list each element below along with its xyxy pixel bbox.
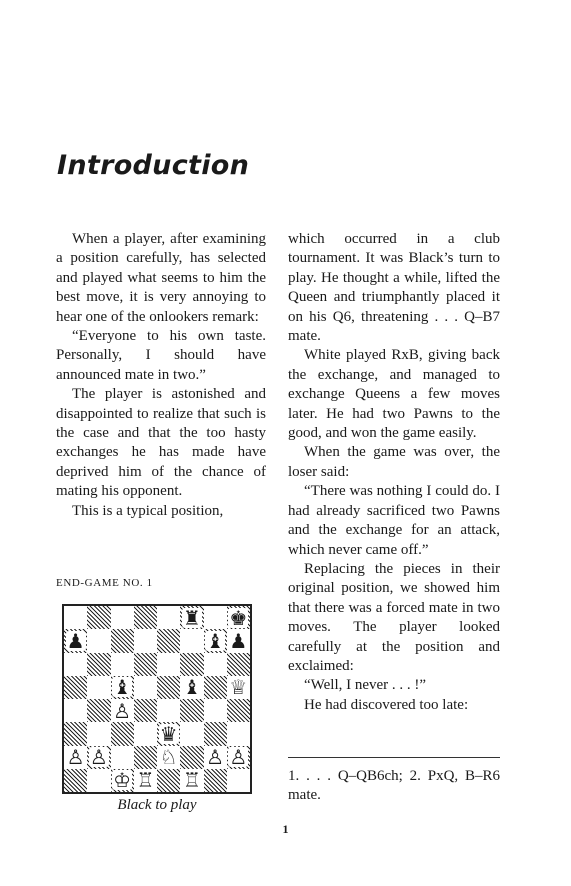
paragraph: When a player, after examining a position carefully, has selected and played what seems to him the best move, it is very annoying to hear one of the onlookers remark: xyxy=(56,231,266,325)
board-square xyxy=(64,629,87,652)
board-square xyxy=(204,699,227,722)
paragraph: “Everyone to his own taste. Personally, I should have announced mate in two.” xyxy=(56,328,266,383)
chess-piece: ♜ xyxy=(182,605,201,630)
board-square xyxy=(180,722,203,745)
diagram-caption: END-GAME NO. 1 xyxy=(56,577,153,589)
chess-piece: ♙ xyxy=(66,745,85,770)
board-square xyxy=(134,653,157,676)
chess-piece: ♝ xyxy=(182,675,201,700)
board-square xyxy=(157,699,180,722)
chess-piece: ♘ xyxy=(159,745,178,770)
board-square xyxy=(64,769,87,792)
paragraph: He had discovered too late: xyxy=(304,696,469,713)
board-square xyxy=(64,722,87,745)
board-square xyxy=(134,722,157,745)
board-square xyxy=(64,606,87,629)
paragraph: The player is astonished and disappointed to realize that such is the case and that the too hasty exchanges he has made have deprived him of the chance of mating his opponent. xyxy=(56,386,266,500)
paragraph: which occurred in a club tournament. It was Black’s turn to play. He thought a while, lifted the Queen and triumphantly placed it on his Q6, threatening . . . Q–B7 mate. xyxy=(288,231,500,345)
board-square xyxy=(180,769,203,792)
board-square xyxy=(111,746,134,769)
board-square xyxy=(157,629,180,652)
board-square xyxy=(64,653,87,676)
board-square xyxy=(204,746,227,769)
board-square xyxy=(87,676,110,699)
board-square xyxy=(204,653,227,676)
chess-piece: ♖ xyxy=(136,768,155,793)
chess-piece: ♛ xyxy=(159,721,178,746)
chess-piece: ♔ xyxy=(113,768,132,793)
board-square xyxy=(87,746,110,769)
board-square xyxy=(227,769,250,792)
chess-piece: ♙ xyxy=(229,745,248,770)
board-square xyxy=(134,606,157,629)
board-square xyxy=(157,746,180,769)
solution-moves: 1. . . . Q–QB6ch; 2. PxQ, B–R6 mate. xyxy=(288,768,500,804)
board-square xyxy=(87,653,110,676)
board-square xyxy=(64,676,87,699)
board-square xyxy=(134,769,157,792)
chess-piece: ♝ xyxy=(113,675,132,700)
board-square xyxy=(134,629,157,652)
board-square xyxy=(134,699,157,722)
board-square xyxy=(134,746,157,769)
board-square xyxy=(111,699,134,722)
board-square xyxy=(87,722,110,745)
board-square xyxy=(227,629,250,652)
board-square xyxy=(227,606,250,629)
paragraph: This is a typical position, xyxy=(72,502,224,519)
chess-piece: ♙ xyxy=(206,745,225,770)
board-square xyxy=(111,629,134,652)
board-square xyxy=(204,676,227,699)
board-square xyxy=(87,699,110,722)
board-square xyxy=(204,606,227,629)
board-square xyxy=(157,653,180,676)
board-square xyxy=(157,676,180,699)
chess-piece: ♚ xyxy=(229,605,248,630)
left-column xyxy=(56,230,266,521)
chess-piece: ♕ xyxy=(229,675,248,700)
page-title: Introduction xyxy=(57,150,250,181)
board-square xyxy=(180,746,203,769)
paragraph: “Well, I never . . . !” xyxy=(304,677,427,694)
chess-piece: ♙ xyxy=(89,745,108,770)
board-square xyxy=(64,746,87,769)
board-square xyxy=(180,629,203,652)
chess-piece: ♟ xyxy=(66,628,85,653)
chess-piece: ♟ xyxy=(229,628,248,653)
board-square xyxy=(204,769,227,792)
chess-piece: ♙ xyxy=(113,698,132,723)
board-square xyxy=(204,722,227,745)
chess-piece: ♖ xyxy=(182,768,201,793)
chess-board xyxy=(62,604,252,794)
board-square xyxy=(227,699,250,722)
board-square xyxy=(64,699,87,722)
board-square xyxy=(111,722,134,745)
paragraph: Replacing the pieces in their original position, we showed him that there was a forced mate in two moves. The player looked carefully at the position and exclaimed: xyxy=(288,560,500,674)
board-square xyxy=(157,722,180,745)
chess-piece: ♝ xyxy=(206,628,225,653)
board-square xyxy=(111,606,134,629)
board-square xyxy=(157,769,180,792)
board-square xyxy=(227,746,250,769)
board-square xyxy=(180,676,203,699)
board-square xyxy=(111,769,134,792)
page-number: 1 xyxy=(282,822,289,836)
board-square xyxy=(87,629,110,652)
board-square xyxy=(111,676,134,699)
board-square xyxy=(204,629,227,652)
board-square xyxy=(87,606,110,629)
board-square xyxy=(227,722,250,745)
board-square xyxy=(180,699,203,722)
board-square xyxy=(180,653,203,676)
paragraph: “There was nothing I could do. I had already sacrificed two Pawns and the exchange for an attack, which never came off.” xyxy=(288,483,500,558)
board-square xyxy=(180,606,203,629)
divider-rule xyxy=(288,757,500,758)
board-square xyxy=(134,676,157,699)
board-square xyxy=(87,769,110,792)
board-square xyxy=(111,653,134,676)
paragraph: White played RxB, giving back the exchange, and managed to exchange Queens a few moves later. He had two Pawns to the good, and won the game easily. xyxy=(288,347,500,442)
right-column xyxy=(288,230,500,715)
board-square xyxy=(157,606,180,629)
paragraph: When the game was over, the loser said: xyxy=(288,444,500,480)
to-play-caption: Black to play xyxy=(117,797,197,813)
board-square xyxy=(227,676,250,699)
board-square xyxy=(227,653,250,676)
